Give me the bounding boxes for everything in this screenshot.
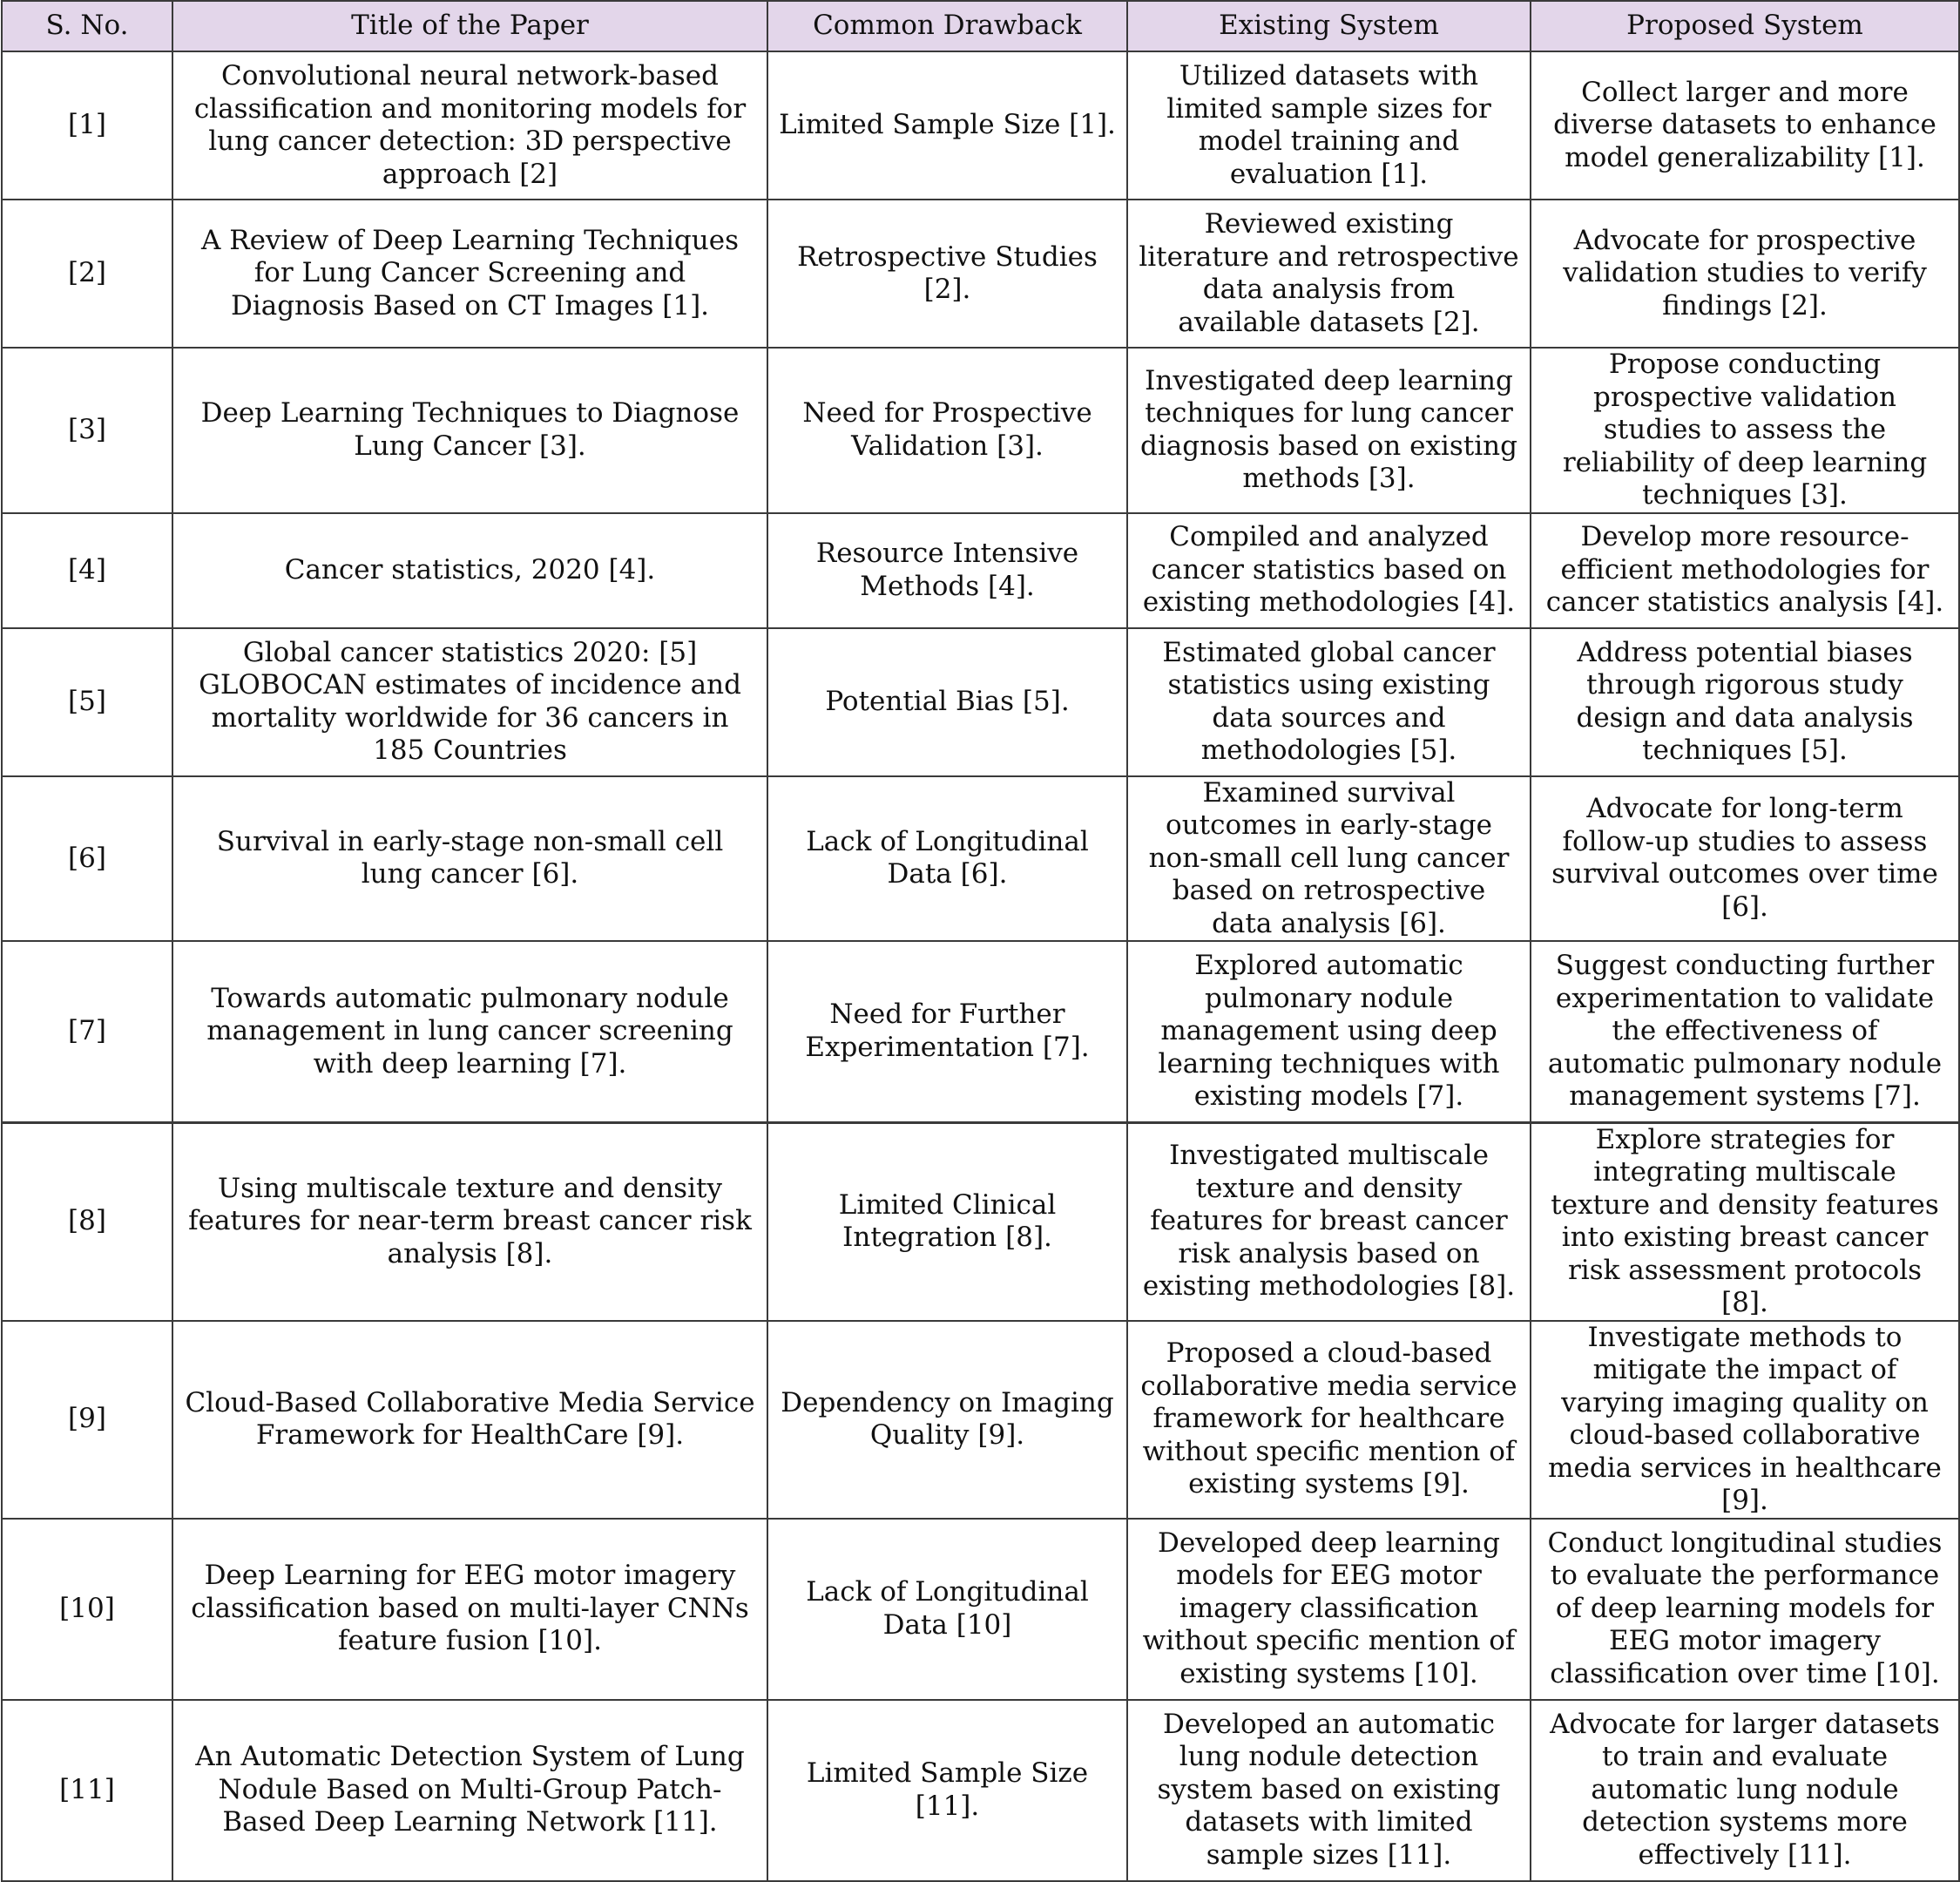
cell-paper-title: Survival in early-stage non-small cell lung cancer [6]. bbox=[172, 776, 767, 942]
cell-proposed-system: Advocate for long-term follow-up studies to assess survival outcomes over time [6]. bbox=[1531, 776, 1959, 942]
cell-proposed-system: Advocate for prospective validation studies to verify findings [2]. bbox=[1531, 200, 1959, 348]
table-row bbox=[2, 51, 1959, 200]
table-header-row bbox=[2, 1, 1959, 51]
cell-existing-system: Investigated deep learning techniques for lung cancer diagnosis based on existing methods [3]. bbox=[1127, 348, 1531, 513]
cell-proposed-system: Explore strategies for integrating multiscale texture and density features into existing breast cancer risk assessment protocols [8]. bbox=[1531, 1122, 1959, 1321]
table-row bbox=[2, 1700, 1959, 1881]
cell-common-drawback: Retrospective Studies [2]. bbox=[767, 200, 1127, 348]
cell-existing-system: Utilized datasets with limited sample sizes for model training and evaluation [1]. bbox=[1127, 51, 1531, 200]
cell-existing-system: Compiled and analyzed cancer statistics based on existing methodologies [4]. bbox=[1127, 513, 1531, 628]
table-row bbox=[2, 1122, 1959, 1321]
cell-serial-number: [2] bbox=[2, 200, 172, 348]
cell-common-drawback: Lack of Longitudinal Data [10] bbox=[767, 1519, 1127, 1700]
cell-common-drawback: Limited Sample Size [1]. bbox=[767, 51, 1127, 200]
cell-serial-number: [8] bbox=[2, 1122, 172, 1321]
table-row bbox=[2, 776, 1959, 942]
cell-paper-title: Cloud-Based Collaborative Media Service Framework for HealthCare [9]. bbox=[172, 1321, 767, 1519]
cell-existing-system: Developed deep learning models for EEG motor imagery classification without specific mention of existing systems [10]. bbox=[1127, 1519, 1531, 1700]
cell-proposed-system: Collect larger and more diverse datasets to enhance model generalizability [1]. bbox=[1531, 51, 1959, 200]
cell-existing-system: Explored automatic pulmonary nodule management using deep learning techniques with existing models [7]. bbox=[1127, 941, 1531, 1122]
header-serial-number: S. No. bbox=[2, 1, 172, 51]
cell-serial-number: [10] bbox=[2, 1519, 172, 1700]
cell-existing-system: Reviewed existing literature and retrospective data analysis from available datasets [2]. bbox=[1127, 200, 1531, 348]
cell-serial-number: [1] bbox=[2, 51, 172, 200]
cell-common-drawback: Limited Clinical Integration [8]. bbox=[767, 1122, 1127, 1321]
header-common-drawback: Common Drawback bbox=[767, 1, 1127, 51]
cell-proposed-system: Develop more resource-efficient methodologies for cancer statistics analysis [4]. bbox=[1531, 513, 1959, 628]
cell-serial-number: [11] bbox=[2, 1700, 172, 1881]
cell-common-drawback: Lack of Longitudinal Data [6]. bbox=[767, 776, 1127, 942]
cell-common-drawback: Need for Further Experimentation [7]. bbox=[767, 941, 1127, 1122]
table-row bbox=[2, 628, 1959, 776]
table-row bbox=[2, 1321, 1959, 1519]
header-proposed-system: Proposed System bbox=[1531, 1, 1959, 51]
cell-paper-title: Convolutional neural network-based classification and monitoring models for lung cancer detection: 3D perspective approach [2] bbox=[172, 51, 767, 200]
cell-common-drawback: Limited Sample Size [11]. bbox=[767, 1700, 1127, 1881]
cell-common-drawback: Need for Prospective Validation [3]. bbox=[767, 348, 1127, 513]
cell-existing-system: Proposed a cloud-based collaborative media service framework for healthcare without specific mention of existing systems [9]. bbox=[1127, 1321, 1531, 1519]
table-row bbox=[2, 941, 1959, 1122]
table-row bbox=[2, 513, 1959, 628]
cell-common-drawback: Resource Intensive Methods [4]. bbox=[767, 513, 1127, 628]
cell-serial-number: [7] bbox=[2, 941, 172, 1122]
cell-paper-title: Deep Learning for EEG motor imagery classification based on multi-layer CNNs feature fusion [10]. bbox=[172, 1519, 767, 1700]
cell-proposed-system: Advocate for larger datasets to train and evaluate automatic lung nodule detection systems more effectively [11]. bbox=[1531, 1700, 1959, 1881]
cell-serial-number: [4] bbox=[2, 513, 172, 628]
cell-common-drawback: Potential Bias [5]. bbox=[767, 628, 1127, 776]
cell-existing-system: Examined survival outcomes in early-stage non-small cell lung cancer based on retrospective data analysis [6]. bbox=[1127, 776, 1531, 942]
cell-proposed-system: Address potential biases through rigorous study design and data analysis techniques [5]. bbox=[1531, 628, 1959, 776]
cell-paper-title: Cancer statistics, 2020 [4]. bbox=[172, 513, 767, 628]
table-row bbox=[2, 200, 1959, 348]
cell-paper-title: Global cancer statistics 2020: [5] GLOBOCAN estimates of incidence and mortality worldwide for 36 cancers in 185 Countries bbox=[172, 628, 767, 776]
table-row bbox=[2, 1519, 1959, 1700]
cell-paper-title: Deep Learning Techniques to Diagnose Lung Cancer [3]. bbox=[172, 348, 767, 513]
cell-serial-number: [6] bbox=[2, 776, 172, 942]
cell-proposed-system: Investigate methods to mitigate the impact of varying imaging quality on cloud-based collaborative media services in healthcare [9]. bbox=[1531, 1321, 1959, 1519]
cell-paper-title: Using multiscale texture and density features for near-term breast cancer risk analysis [8]. bbox=[172, 1122, 767, 1321]
cell-common-drawback: Dependency on Imaging Quality [9]. bbox=[767, 1321, 1127, 1519]
header-existing-system: Existing System bbox=[1127, 1, 1531, 51]
cell-proposed-system: Suggest conducting further experimentation to validate the effectiveness of automatic pulmonary nodule management systems [7]. bbox=[1531, 941, 1959, 1122]
cell-serial-number: [9] bbox=[2, 1321, 172, 1519]
cell-serial-number: [5] bbox=[2, 628, 172, 776]
table-row bbox=[2, 348, 1959, 513]
cell-paper-title: An Automatic Detection System of Lung Nodule Based on Multi-Group Patch-Based Deep Learning Network [11]. bbox=[172, 1700, 767, 1881]
header-paper-title: Title of the Paper bbox=[172, 1, 767, 51]
cell-proposed-system: Propose conducting prospective validation studies to assess the reliability of deep learning techniques [3]. bbox=[1531, 348, 1959, 513]
cell-serial-number: [3] bbox=[2, 348, 172, 513]
cell-existing-system: Estimated global cancer statistics using existing data sources and methodologies [5]. bbox=[1127, 628, 1531, 776]
cell-proposed-system: Conduct longitudinal studies to evaluate the performance of deep learning models for EEG motor imagery classification over time [10]. bbox=[1531, 1519, 1959, 1700]
cell-paper-title: Towards automatic pulmonary nodule management in lung cancer screening with deep learning [7]. bbox=[172, 941, 767, 1122]
literature-review-table bbox=[1, 0, 1960, 1882]
cell-existing-system: Investigated multiscale texture and density features for breast cancer risk analysis based on existing methodologies [8]. bbox=[1127, 1122, 1531, 1321]
cell-paper-title: A Review of Deep Learning Techniques for Lung Cancer Screening and Diagnosis Based on CT Images [1]. bbox=[172, 200, 767, 348]
cell-existing-system: Developed an automatic lung nodule detection system based on existing datasets with limited sample sizes [11]. bbox=[1127, 1700, 1531, 1881]
